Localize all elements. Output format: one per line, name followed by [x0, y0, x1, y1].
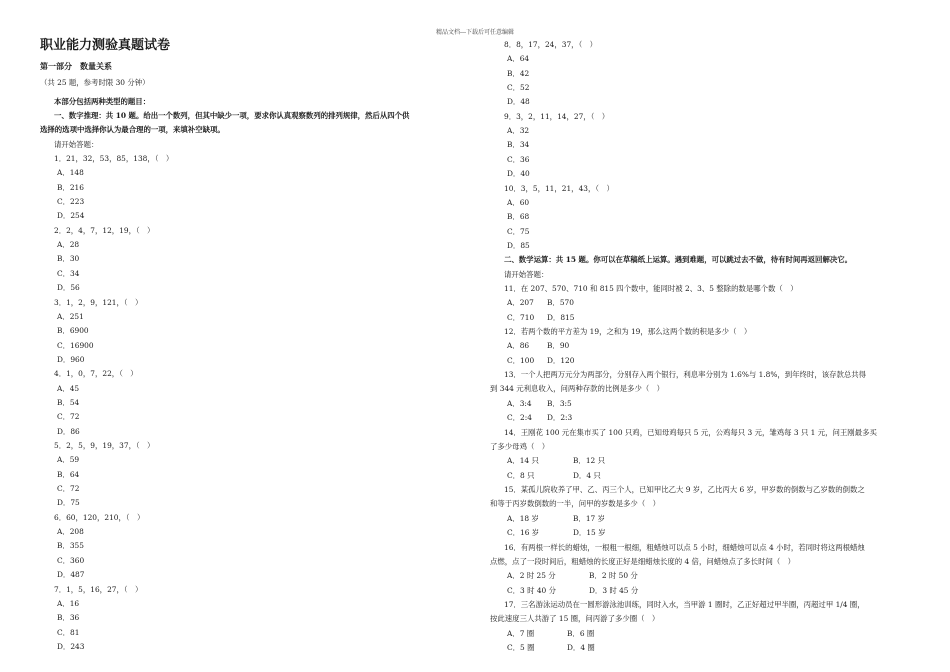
option: C．8 只: [507, 471, 535, 480]
option-row: [507, 298, 574, 307]
question-16: 16．有两根一样长的蜡烛，一根粗一根细，粗蜡烛可以点 5 小时，细蜡烛可以点 4 小时，若同时将这两根蜡烛: [504, 543, 865, 552]
answer-option: C．34: [57, 268, 80, 278]
answer-option: C．81: [57, 627, 80, 637]
answer-option: D．75: [57, 498, 80, 508]
option: C．16 岁: [507, 528, 540, 537]
start-prompt: 请开始答题：: [504, 270, 549, 279]
question-9: 9．3，2，11，14，27，（ ）: [504, 111, 610, 121]
option-row: [507, 586, 638, 595]
option: B．2 时 50 分: [589, 571, 638, 580]
question-11: 11．在 207、570、710 和 815 四个数中，能同时被 2、3、5 整除的数是哪个数（ ）: [504, 284, 798, 293]
option: C．100: [507, 356, 535, 365]
answer-option: A．28: [57, 240, 80, 250]
answer-option: C．360: [57, 555, 85, 565]
option: B．6 圈: [567, 629, 595, 638]
option: B．90: [547, 341, 570, 350]
option-row: [507, 413, 572, 422]
question-17: 按此速度三人共游了 15 圈，问丙游了多少圈（ ）: [490, 614, 660, 623]
option: D．15 岁: [573, 528, 606, 537]
question-13: 13．一个人把两万元分为两部分，分别存入两个银行，利息率分别为 1.6%与 1.8%，到年终时，该存款总共得: [504, 370, 867, 379]
option: A．18 岁: [507, 514, 539, 523]
answer-option: C．16900: [57, 340, 94, 350]
option: B．570: [547, 298, 574, 307]
intro-text: 本部分包括两种类型的题目：: [54, 97, 151, 106]
answer-option: B．68: [507, 212, 530, 222]
answer-option: D．40: [507, 169, 530, 179]
answer-option: C．36: [507, 154, 530, 164]
option: A．207: [507, 298, 534, 307]
option-row: [507, 456, 605, 465]
option: D．120: [547, 356, 575, 365]
option-row: [507, 571, 638, 580]
answer-option: A．59: [57, 455, 80, 465]
option: C．3 时 40 分: [507, 586, 556, 595]
answer-option: D．254: [57, 211, 85, 221]
question-14: 了多少母鸡（ ）: [490, 442, 550, 451]
page-header: 精品文档---下载后可任意编辑: [435, 29, 515, 36]
section-instructions: 选择的选项中选择你认为最合理的一项，来填补空缺项。: [40, 125, 225, 134]
answer-option: C．72: [57, 412, 80, 422]
section-heading: 第一部分 数量关系: [40, 61, 112, 71]
option: D．2:3: [547, 413, 573, 422]
answer-option: A．16: [57, 598, 80, 608]
option-row: [507, 356, 574, 365]
option-row: [507, 514, 605, 523]
page-title: 职业能力测验真题试卷: [40, 38, 171, 53]
option: A．86: [507, 341, 530, 350]
answer-option: B．34: [507, 140, 530, 150]
start-prompt: 请开始答题：: [54, 140, 99, 149]
answer-option: B．355: [57, 541, 84, 551]
answer-option: A．64: [507, 54, 530, 64]
question-16: 点燃，点了一段时间后，粗蜡烛的长度正好是细蜡烛长度的 4 倍，问蜡烛点了多长时间（ ）: [490, 557, 796, 566]
question-17: 17．三名游泳运动员在一圆形游泳池训练，同时入水，当甲游 1 圈时，乙正好超过甲半圈，丙超过甲 1/4 圈，: [504, 600, 865, 609]
answer-option: A．148: [57, 168, 84, 178]
question-8: 8．8，17，24，37，（ ）: [504, 40, 598, 49]
option: D．4 圈: [567, 643, 595, 652]
answer-option: D．48: [507, 97, 530, 107]
answer-option: B．6900: [57, 326, 89, 336]
answer-option: B．42: [507, 68, 530, 78]
question-6: 6．60，120，210，（ ）: [54, 512, 145, 522]
question-2: 2．2，4，7，12，19，（ ）: [54, 225, 155, 235]
option: B．12 只: [573, 456, 605, 465]
answer-option: A．251: [57, 311, 84, 321]
option: A．14 只: [507, 456, 539, 465]
answer-option: D．85: [507, 240, 530, 250]
section-note: （共 25 题，参考时限 30 分钟）: [40, 78, 150, 87]
option-row: [507, 629, 594, 638]
question-5: 5．2，5，9，19，37，（ ）: [54, 441, 155, 450]
question-13: 到 344 元利息收入，问两种存款的比例是多少（ ）: [490, 384, 665, 393]
option-row: [507, 341, 569, 350]
answer-option: D．243: [57, 641, 85, 651]
question-3: 3．1，2，9，121，（ ）: [54, 297, 143, 307]
section-instructions: 一、数字推理：共 10 题。给出一个数列，但其中缺少一项，要求你认真观察数列的排列规律，然后从四个供: [54, 111, 410, 120]
option-row: [507, 313, 574, 322]
question-15: 和等于丙岁数倒数的一半，问甲的岁数是多少（ ）: [490, 499, 660, 508]
question-7: 7．1，5，16，27，（ ）: [54, 584, 143, 594]
question-14: 14．王刚花 100 元在集市买了 100 只鸡，已知母鸡每只 5 元，公鸡每只 3 元，雏鸡每 3 只 1 元，问王刚最多买: [504, 428, 877, 437]
option: A．7 圈: [507, 629, 535, 638]
answer-option: B．64: [57, 469, 80, 479]
question-1: 1．21，32，53，85，138，（ ）: [54, 154, 174, 163]
option: B．17 岁: [573, 514, 605, 523]
answer-option: A．60: [507, 197, 530, 207]
answer-option: C．72: [57, 484, 80, 494]
option-row: [507, 471, 601, 480]
answer-option: B．36: [57, 613, 80, 623]
answer-option: A．32: [507, 126, 530, 136]
section-instructions: 二、数学运算：共 15 题。你可以在草稿纸上运算。遇到难题，可以跳过去不做，待有时间再返回解决它。: [504, 255, 853, 264]
option: D．3 时 45 分: [589, 586, 639, 595]
option: C．2:4: [507, 413, 532, 422]
option: C．710: [507, 313, 535, 322]
option-row: [507, 528, 605, 537]
question-15: 15．某孤儿院收养了甲、乙、丙三个人，已知甲比乙大 9 岁，乙比丙大 6 岁，甲岁数的倒数与乙岁数的倒数之: [504, 485, 865, 494]
option: A．2 时 25 分: [507, 571, 556, 580]
answer-option: A．45: [57, 383, 80, 393]
answer-option: D．487: [57, 570, 85, 580]
answer-option: B．216: [57, 182, 84, 192]
answer-option: A．208: [57, 527, 84, 537]
answer-option: D．56: [57, 283, 80, 293]
option-row: [507, 399, 572, 408]
option-row: [507, 643, 595, 652]
option: C．5 圈: [507, 643, 535, 652]
option: B．3:5: [547, 399, 572, 408]
answer-option: C．52: [507, 83, 530, 93]
answer-option: B．30: [57, 254, 80, 264]
question-10: 10．3，5，11，21，43，（ ）: [504, 183, 614, 193]
question-12: 12．若两个数的平方差为 19，之和为 19，那么这两个数的积是多少（ ）: [504, 327, 752, 336]
answer-option: D．86: [57, 426, 80, 436]
answer-option: C．75: [507, 226, 530, 236]
question-4: 4．1，0，7，22，（ ）: [54, 369, 138, 379]
option: D．815: [547, 313, 575, 322]
option: D．4 只: [573, 471, 601, 480]
answer-option: B．54: [57, 397, 80, 407]
answer-option: C．223: [57, 197, 85, 207]
answer-option: D．960: [57, 354, 85, 364]
option: A．3:4: [507, 399, 532, 408]
